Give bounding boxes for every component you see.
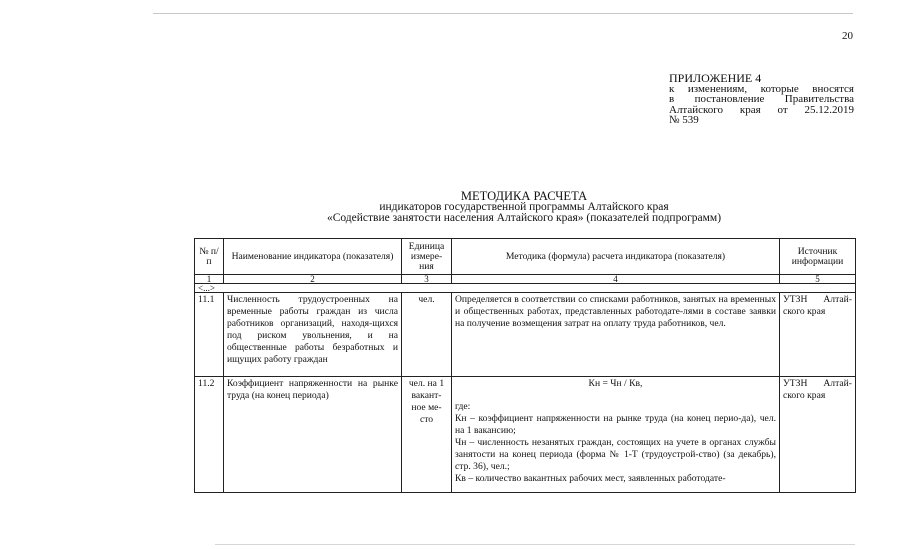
- indicator-method: Определяется в соответствии со списками работников, занятых на временных и общественных работах, представленных работодате-лями в составе заявки на получение возмещения затрат на оплату труда работников, чел.: [452, 293, 780, 377]
- formula: Кн = Чн / Кв,: [588, 378, 643, 389]
- table-header-row: [195, 239, 856, 275]
- header-name: Наименование индикатора (показателя): [224, 239, 402, 275]
- header-method: Методика (формула) расчета индикатора (показателя): [452, 239, 780, 275]
- ellipsis-row: [195, 284, 856, 293]
- title-line-3: «Содействие занятости населения Алтайского края» (показателей подпрограмм): [326, 212, 722, 224]
- column-number: 3: [402, 275, 452, 284]
- column-number: 4: [452, 275, 780, 284]
- header-unit: Единица измере-ния: [402, 239, 452, 275]
- header-source: Источник информации: [780, 239, 856, 275]
- document-title: [194, 191, 854, 224]
- title-line-1: МЕТОДИКА РАСЧЕТА: [460, 189, 588, 203]
- indicator-method: [452, 377, 780, 493]
- indicator-unit: чел. на 1 вакант-ное ме-сто: [402, 377, 452, 493]
- page-number: 20: [842, 30, 853, 42]
- column-number: 1: [195, 275, 224, 284]
- header-num: № п/п: [195, 239, 224, 275]
- appendix-heading: ПРИЛОЖЕНИЕ 4: [669, 71, 762, 85]
- ellipsis-mark: <...>: [195, 284, 224, 293]
- appendix-block: [669, 73, 854, 126]
- column-number: 5: [780, 275, 856, 284]
- indicator-source: [780, 377, 856, 493]
- formula-definition: Кв – количество вакантных рабочих мест, заявленных работодате-: [455, 473, 726, 484]
- formula-definition: Кн – коэффициент напряженности на рынке труда (на конец перио-да), чел. на 1 вакансию;: [455, 413, 776, 436]
- formula-definition: Чн – численность незанятых граждан, состоящих на учете в органах службы занятости на конец периода (форма № 1-Т (трудоустрой-ство) (за декабрь), стр. 36), чел.;: [455, 437, 776, 472]
- table-row: [195, 377, 856, 493]
- indicator-unit: чел.: [402, 293, 452, 377]
- table-row: [195, 293, 856, 377]
- appendix-line: № 539: [669, 114, 699, 126]
- column-number: 2: [224, 275, 402, 284]
- source-line: УТЗН Алтай-: [783, 378, 852, 389]
- formula-where: где:: [455, 401, 471, 412]
- indicator-name: Численность трудоустроенных на временные работы граждан из числа работников организаций, находя-щихся под риском увольнения, и на общественные работы безработных и ищущих работу граждан: [224, 293, 402, 377]
- appendix-line: к изменениям, которые вносятся: [669, 82, 854, 95]
- source-line: УТЗН Алтай-: [783, 294, 852, 305]
- appendix-line: Алтайского края от 25.12.2019: [669, 103, 854, 116]
- indicator-source: [780, 293, 856, 377]
- row-number: 11.1: [195, 293, 224, 377]
- column-number-row: [195, 275, 856, 284]
- indicator-name: Коэффициент напряженности на рынке труда (на конец периода): [224, 377, 402, 493]
- source-line: ского края: [783, 306, 826, 317]
- source-line: ского края: [783, 390, 826, 401]
- appendix-line: в постановление Правительства: [669, 93, 854, 105]
- title-line-2: индикаторов государственной программы Алтайского края: [379, 201, 669, 213]
- indicators-table: [194, 238, 856, 493]
- scan-edge-line: [153, 13, 853, 14]
- row-number: 11.2: [195, 377, 224, 493]
- scan-edge-line: [215, 544, 855, 545]
